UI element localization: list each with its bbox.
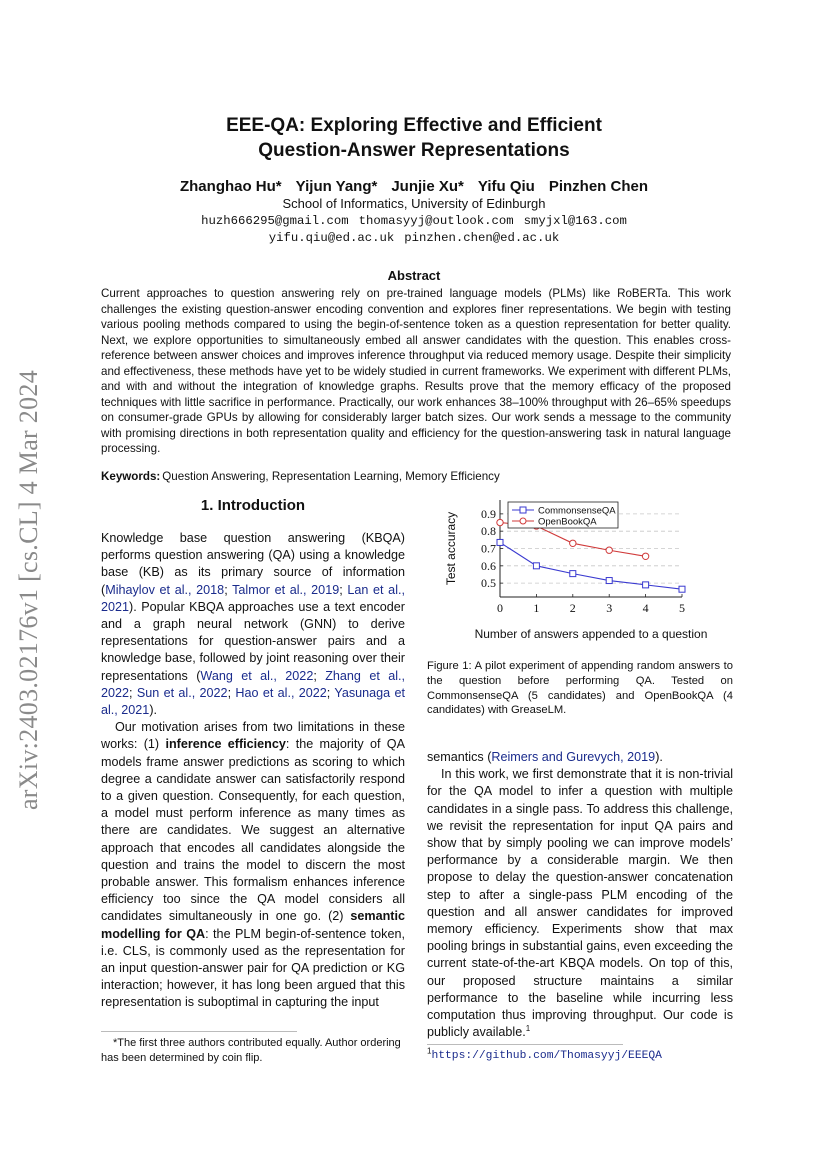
author: Yijun Yang* [295,178,378,195]
y-axis-label: Test accuracy [444,511,458,586]
data-point [497,539,503,545]
legend-entry: CommonsenseQA [538,505,616,517]
legend-entry: OpenBookQA [538,516,597,528]
text: semantics ( [427,750,492,764]
x-tick-label: 5 [679,601,685,615]
data-point [606,547,612,553]
data-point [497,519,503,525]
footnote-rule [427,1044,623,1045]
text: ). Popular KBQA approaches use a text encoder and a graph neural network (GNN) to derive representations for question-answer pairs and a knowledge base, followed by joint reasoning over their representations ( [101,599,405,683]
x-tick-label: 2 [569,601,576,615]
data-point [643,582,649,588]
abstract-text: Current approaches to question answering rely on pre-trained language models (PLMs) like RoBERTa. This work challenges the existing question-answer encoding convention and explores finer representations. We begin with testing various pooling methods compared to using the begin-of-sentence token as a question representation for better quality. Next, we explore opportunities to simultaneously embed all answer candidates with the question. This enables cross-reference between answer choices and improves inference throughput via reduced memory usage. Despite their simplicity and effectiveness, these methods have yet to be widely studied in current frameworks. We experiment with different PLMs, and with and without the integration of knowledge graphs. Results prove that the memory efficacy of the proposed techniques with little sacrifice in performance. Practically, our work enhances 38–100% throughput with 26–65% speedups on consumer-grade GPUs by allowing for considerably larger batch sizes. Our work sends a message to the community with promising directions in both representation quality and efficiency for the question-answering task in natural language processing. [101,287,731,455]
citation-link[interactable]: Hao et al., 2022 [235,685,327,700]
legend-swatch-marker [520,507,526,513]
author: Yifu Qiu [477,178,535,195]
y-tick-label: 0.8 [481,524,496,539]
author: Pinzhen Chen [548,178,648,195]
github-link[interactable]: https://github.com/Thomasyyj/EEEQA [431,1050,662,1062]
email-line-2 [0,231,828,245]
author: Zhanghao Hu* [179,178,282,195]
email: yifu.qiu@ed.ac.uk [268,231,395,245]
keywords-label: Keywords: [101,470,161,483]
email: thomasyyj@outlook.com [358,214,514,228]
data-point [606,578,612,584]
paragraph [427,766,733,1041]
section-heading: 1. Introduction [200,497,306,514]
footnote-rule [101,1031,297,1032]
citation-link[interactable]: Talmor et al., 2019 [232,582,340,597]
x-axis-label: Number of answers appended to a question [474,627,708,641]
data-point [642,553,648,559]
legend-swatch-marker [520,518,526,524]
right-column [427,749,733,1041]
left-column [101,530,405,1012]
citation-link[interactable]: Sun et al., 2022 [136,685,228,700]
x-tick-label: 1 [533,601,540,615]
x-tick-label: 3 [606,601,613,615]
citation-link[interactable]: Yasunaga et al., 2021 [101,685,405,718]
text: ). [149,703,158,718]
keywords [101,470,731,483]
paragraph [101,719,405,1011]
accuracy-line-chart [428,494,738,654]
bold-text: inference efficiency [165,737,286,752]
keywords-text: Question Answering, Representation Learning, Memory Efficiency [162,470,500,483]
footnote-code-url [427,1046,733,1062]
citation-link[interactable]: Lan et al., 2021 [101,582,405,614]
email: pinzhen.chen@ed.ac.uk [404,231,560,245]
citation-link[interactable]: Wang et al., 2022 [200,668,314,683]
paragraph [427,749,733,766]
citation-link[interactable]: Zhang et al., 2022 [101,668,406,700]
author-list [0,178,828,195]
y-tick-label: 0.5 [481,576,496,591]
abstract-heading: Abstract [387,268,441,283]
footnote-equal-contribution: *The first three authors contributed equally. Author ordering has been determined by coin flip. [101,1037,401,1064]
figure-1 [428,494,738,654]
citation-link[interactable]: Reimers and Gurevych, 2019 [491,750,656,764]
text: : the majority of QA models frame answer predictions as scoring to which degree a candidate answer can satisfactorily respond to a given question. Consequently, for each question, a model must perform inference as many times as there are candidates. We suggest an alternative approach that encodes all candidates alongside the question and trains the model to discern the most probable answer. This formalism enhances inference efficiency too since the QA model considers all candidates simultaneously in one go. (2) [101,737,406,924]
text: Our motivation arises from two limitations in these works: (1) [101,720,405,752]
y-tick-label: 0.9 [481,506,496,521]
text: : the PLM begin-of-sentence token, i.e. CLS, is commonly used as the representation for an input question-answer pair for QA prediction or KG interaction; however, it has long been argued that this representation is suboptimal in capturing the input [101,926,405,1010]
data-point [570,540,576,546]
title-line-1: EEE-QA: Exploring Effective and Efficient [226,115,602,136]
title-line-2: Question-Answer Representations [258,140,570,161]
bold-text: semantic modelling for QA [101,909,405,941]
author: Junjie Xu* [391,178,464,195]
footnote-number: 1 [427,1046,432,1056]
affiliation: School of Informatics, University of Edinburgh [282,196,546,211]
arxiv-stamp: arXiv:2403.02176v1 [cs.CL] 4 Mar 2024 [14,370,43,811]
data-point [679,586,685,592]
footnote-marker[interactable]: 1 [525,1024,531,1034]
x-tick-label: 4 [642,601,649,615]
y-tick-label: 0.7 [481,541,496,556]
email-line-1 [0,214,828,228]
text: ). [655,750,663,764]
text: In this work, we first demonstrate that it is non-trivial for the QA model to infer a question with multiple candidates in a single pass. To address this challenge, we revisit the representation for input QA pairs and show that by simply pooling we can improve models’ performance by a considerable margin. We then propose to delay the question-answer concatenation step to after a single-pass PLM encoding of the question and all answer candidates for improved memory efficiency. Experiments show that max pooling brings in substantial gains, even exceeding the current state-of-the-art KBQA models. On top of this, our proposed structure maintains a similar performance to the baseline while incurring less computation thus improving throughput. Our code is publicly available. [427,767,733,1040]
data-point [533,563,539,569]
email: smyjxl@163.com [523,214,627,228]
paragraph: Knowledge base question answering (KBQA) performs question answering (QA) using a knowledge base (KB) as its primary source of information (Mihaylov et al., 2018; Talmor et al., 2019; Lan et al., 2021). Popular KBQA approaches use a text encoder and a graph neural network (GNN) to derive representations for question-answer pairs and a knowledge base, followed by joint reasoning over their representations (Wang et al., 2022; Zhang et al., 2022; Sun et al., 2022; Hao et al., 2022; Yasunaga et al., 2021). [101,531,406,718]
y-tick-label: 0.6 [481,558,496,573]
text: Knowledge base question answering (KBQA) performs question answering (QA) using a knowledge base (KB) as its primary source of information ( [101,531,405,597]
figure-caption: Figure 1: A pilot experiment of appending random answers to the question before performing QA. Tested on CommonsenseQA (5 candidates) and OpenBookQA (4 candidates) with GreaseLM. [427,660,733,717]
paper-title [0,113,828,163]
email: huzh666295@gmail.com [201,214,349,228]
citation-link[interactable]: Mihaylov et al., 2018 [105,582,225,597]
data-point [570,571,576,577]
x-tick-label: 0 [497,601,503,615]
